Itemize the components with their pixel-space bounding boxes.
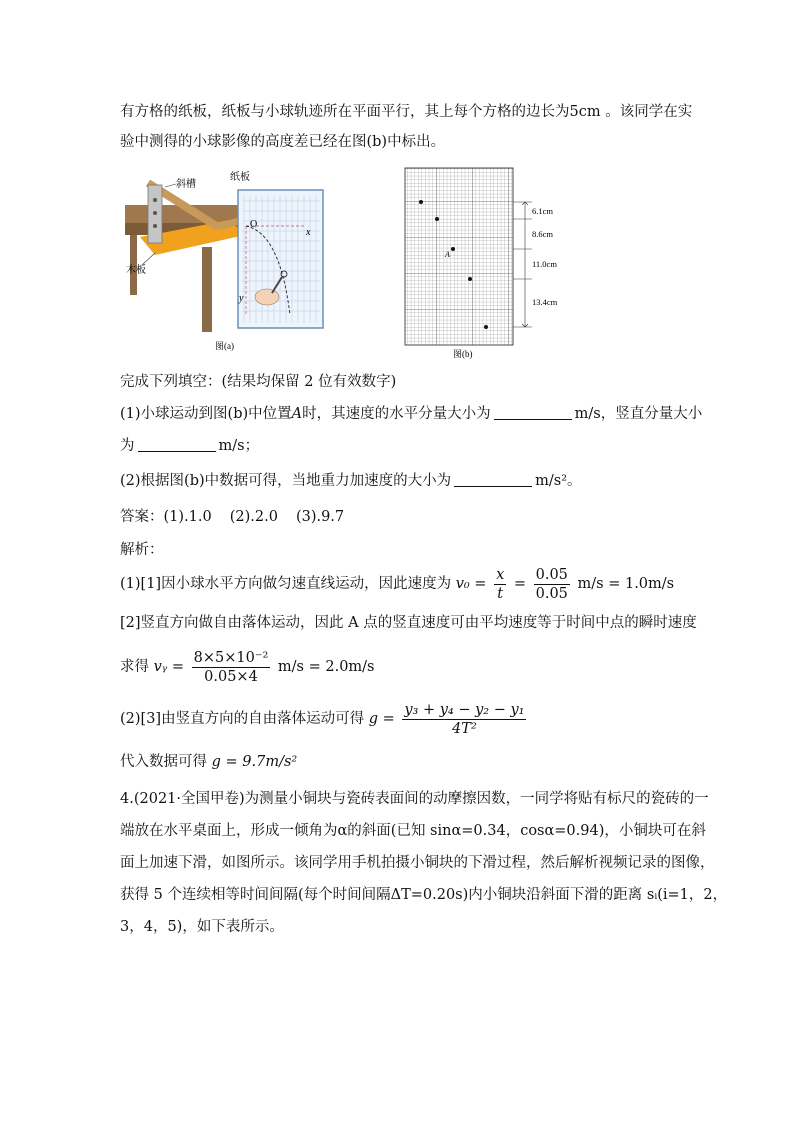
ball-point bbox=[484, 325, 488, 329]
figure-a bbox=[120, 165, 335, 355]
label-chute: 斜槽 bbox=[176, 179, 196, 190]
height-2: 8.6cm bbox=[532, 229, 554, 239]
intro-line-2: 验中测得的小球影像的高度差已经在图(b)中标出。 bbox=[120, 134, 446, 150]
dimension-lines bbox=[513, 202, 532, 327]
question-1-line-1: (1)小球运动到图(b)中位置A时，其速度的水平分量大小为 m/s，竖直分量大小 bbox=[120, 406, 703, 422]
ball-point-a bbox=[451, 247, 455, 251]
question-1-line-2: 为 m/s； bbox=[120, 438, 260, 454]
height-4: 13.4cm bbox=[532, 297, 558, 307]
problem-4-line-5: 3，4，5)，如下表所示。 bbox=[120, 919, 284, 935]
hand bbox=[255, 289, 279, 305]
analysis-label: 解析： bbox=[120, 542, 164, 558]
analysis-step-2: [2]竖直方向做自由落体运动，因此 A 点的竖直速度可由平均速度等于时间中点的瞬时速度 bbox=[120, 615, 697, 631]
analysis-step-3: 求得 vᵧ = $\frac{\text{8×5×10⁻²}}{0.05\times 4}$ m/s = 2.0m/s bbox=[120, 649, 375, 685]
answer-blank-2[interactable] bbox=[138, 437, 216, 452]
answer-blank-1[interactable] bbox=[494, 405, 572, 420]
label-wood: 木板 bbox=[126, 265, 146, 276]
label-board: 纸板 bbox=[230, 172, 250, 183]
ball-point bbox=[435, 217, 439, 221]
fraction: $\frac{x}{t}$ bbox=[496, 566, 505, 602]
table-leg bbox=[202, 247, 212, 332]
analysis-step-1: (1)[1]因小球水平方向做匀速直线运动，因此速度为 v₀ = $\frac{x}{t}$ = $\frac{0.05}{0.05}$ m/s = 1.0m/s bbox=[120, 566, 675, 602]
height-1: 6.1cm bbox=[532, 206, 554, 216]
label-y: y bbox=[239, 293, 244, 304]
figure-b bbox=[400, 165, 600, 360]
answer-blank-3[interactable] bbox=[454, 472, 532, 487]
question-2: (2)根据图(b)中数据可得，当地重力加速度的大小为 m/s²。 bbox=[120, 473, 582, 489]
label-o: O bbox=[250, 219, 258, 230]
fraction: $\frac{\text{y₃ + y₄ − y₂ − y₁}}{\text{4T²}}$ bbox=[404, 701, 525, 737]
problem-4-line-3: 面上加速下滑，如图所示。该同学用手机拍摄小铜块的下滑过程，然后解析视频记录的图像， bbox=[120, 855, 715, 871]
analysis-step-4: (2)[3]由竖直方向的自由落体运动可得 g = $\frac{\text{y₃ + y₄ − y₂ − y₁}}{\text{4T²}}$ bbox=[120, 701, 525, 737]
caption-b: 图(b) bbox=[453, 349, 473, 359]
caption-a: 图(a) bbox=[215, 341, 234, 351]
grid-border bbox=[405, 168, 513, 345]
problem-4-line-4: 获得 5 个连续相等时间间隔(每个时间间隔ΔT=0.20s)内小铜块沿斜面下滑的距离 sᵢ(i=1，2， bbox=[120, 887, 728, 903]
height-3: 11.0cm bbox=[532, 259, 557, 269]
problem-4-line-2: 端放在水平桌面上，形成一倾角为α的斜面(已知 sinα=0.34，cosα=0.94)，小铜块可在斜 bbox=[120, 823, 706, 839]
label-x: x bbox=[306, 227, 311, 238]
label-a: A bbox=[445, 250, 450, 259]
ball-point bbox=[468, 277, 472, 281]
intro-line-1: 有方格的纸板，纸板与小球轨迹所在平面平行，其上每个方格的边长为5cm 。该同学在实 bbox=[120, 104, 693, 120]
fraction: $\frac{0.05}{0.05}$ bbox=[535, 566, 568, 602]
ball-point bbox=[419, 200, 423, 204]
answer-line: 答案：(1).1.0 (2).2.0 (3).9.7 bbox=[120, 509, 345, 525]
fraction: $\frac{\text{8×5×10⁻²}}{0.05\times 4}$ bbox=[193, 649, 269, 685]
analysis-step-5: 代入数据可得 g = 9.7m/s² bbox=[120, 754, 298, 770]
problem-4-line-1: 4.(2021·全国甲卷)为测量小铜块与瓷砖表面间的动摩擦因数，一同学将贴有标尺的瓷砖的一 bbox=[120, 791, 709, 807]
instruction: 完成下列填空：(结果均保留 2 位有效数字) bbox=[120, 374, 397, 390]
